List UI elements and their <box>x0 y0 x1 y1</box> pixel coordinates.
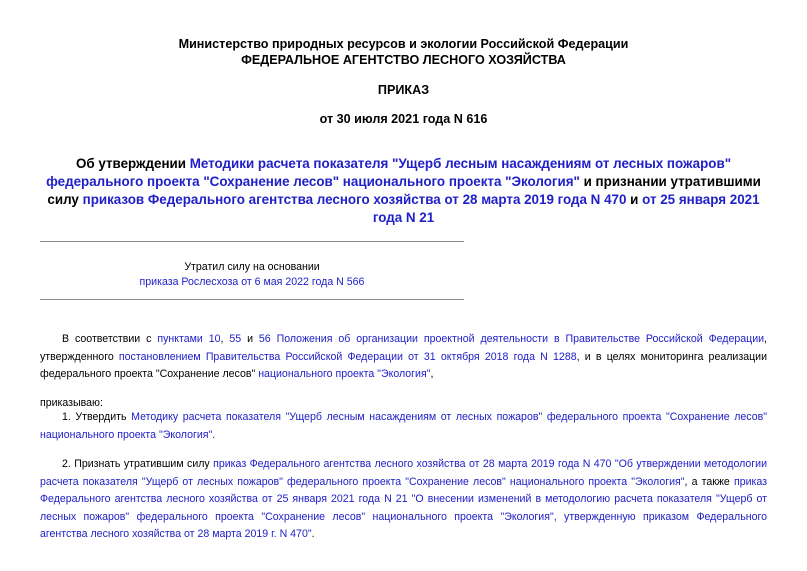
para-text: 1. Утвердить <box>62 411 132 423</box>
title-order-470-link[interactable]: приказов Федерального агентства лесного хозяйства от 28 марта 2019 года N 470 <box>82 192 627 207</box>
clause-55-link[interactable]: 55 <box>229 333 242 345</box>
clause-56-link[interactable]: 56 Положения об организации проектной деятельности в Правительстве Российской Федерации <box>258 333 765 345</box>
order-470-link[interactable]: приказ Федерального агентства лесного хозяйства от 28 марта 2019 года N 470 "Об утверждении методологии расчета показателя "Ущерб от лесных пожаров" федерального проекта "Сохранение лесов" национального проекта "Экология" <box>40 458 767 488</box>
para-text: , а также <box>684 475 734 488</box>
ministry-name: Министерство природных ресурсов и экологии Российской Федерации <box>178 37 629 51</box>
title-text: и признании утратившими силу <box>47 174 761 207</box>
document-title <box>40 155 767 227</box>
methodology-link[interactable]: Методику расчета показателя "Ущерб лесным насаждениям от лесных пожаров" федерального проекта "Сохранение лесов" национального проекта "Экология" <box>40 411 768 441</box>
para-text: , утвержденного <box>40 333 767 363</box>
item-2-paragraph <box>40 456 767 544</box>
document-date-number: от 30 июля 2021 года N 616 <box>319 112 488 126</box>
para-text: , <box>430 368 434 380</box>
clause-10-link[interactable]: пунктами 10 <box>157 333 221 345</box>
para-text: , и в целях мониторинга реализации федерального проекта "Сохранение лесов" <box>40 350 767 380</box>
resolution-1288-link[interactable]: постановлением Правительства Российской Федерации от 31 октября 2018 года N 1288 <box>118 350 577 363</box>
title-text: и <box>626 192 643 207</box>
para-text: . <box>311 528 315 540</box>
document-type: ПРИКАЗ <box>377 83 430 97</box>
agency-name: ФЕДЕРАЛЬНОЕ АГЕНТСТВО ЛЕСНОГО ХОЗЯЙСТВА <box>241 53 566 67</box>
para-text: и <box>241 333 259 345</box>
order-21-link[interactable]: приказ Федерального агентства лесного хозяйства от 25 января 2021 года N 21 "О внесении изменений в методологию расчета показателя "Ущерб от лесных пожаров" федерального проекта "Сохранение лесов" национального проекта "Экология", утвержденную приказом Федерального агентства лесного хозяйства от 28 марта 2019 г. N 470" <box>40 475 767 540</box>
orders-label: приказываю: <box>40 397 103 409</box>
title-methodology-link[interactable]: Методики расчета показателя "Ущерб лесным насаждениям от лесных пожаров" федерального проекта "Сохранение лесов" национального проекта "Экология" <box>46 156 732 189</box>
preamble-paragraph <box>40 331 767 384</box>
item-1-paragraph <box>40 409 767 444</box>
status-note-link[interactable] <box>40 276 464 289</box>
para-text: , <box>220 333 230 345</box>
top-divider <box>40 241 464 242</box>
national-project-link[interactable]: национального проекта "Экология" <box>258 368 431 380</box>
para-text: В соответствии с <box>62 333 158 345</box>
para-text: . <box>212 428 216 441</box>
para-text: 2. Признать утратившим силу <box>62 458 214 470</box>
title-order-21-link[interactable]: от 25 января 2021 года N 21 <box>372 192 760 225</box>
status-note-text: Утратил силу на основании <box>184 261 320 273</box>
title-text: Об утверждении <box>75 156 190 171</box>
repeal-order-link[interactable]: приказа Рослесхоза от 6 мая 2022 года N 566 <box>139 276 365 288</box>
bottom-divider <box>40 299 464 300</box>
